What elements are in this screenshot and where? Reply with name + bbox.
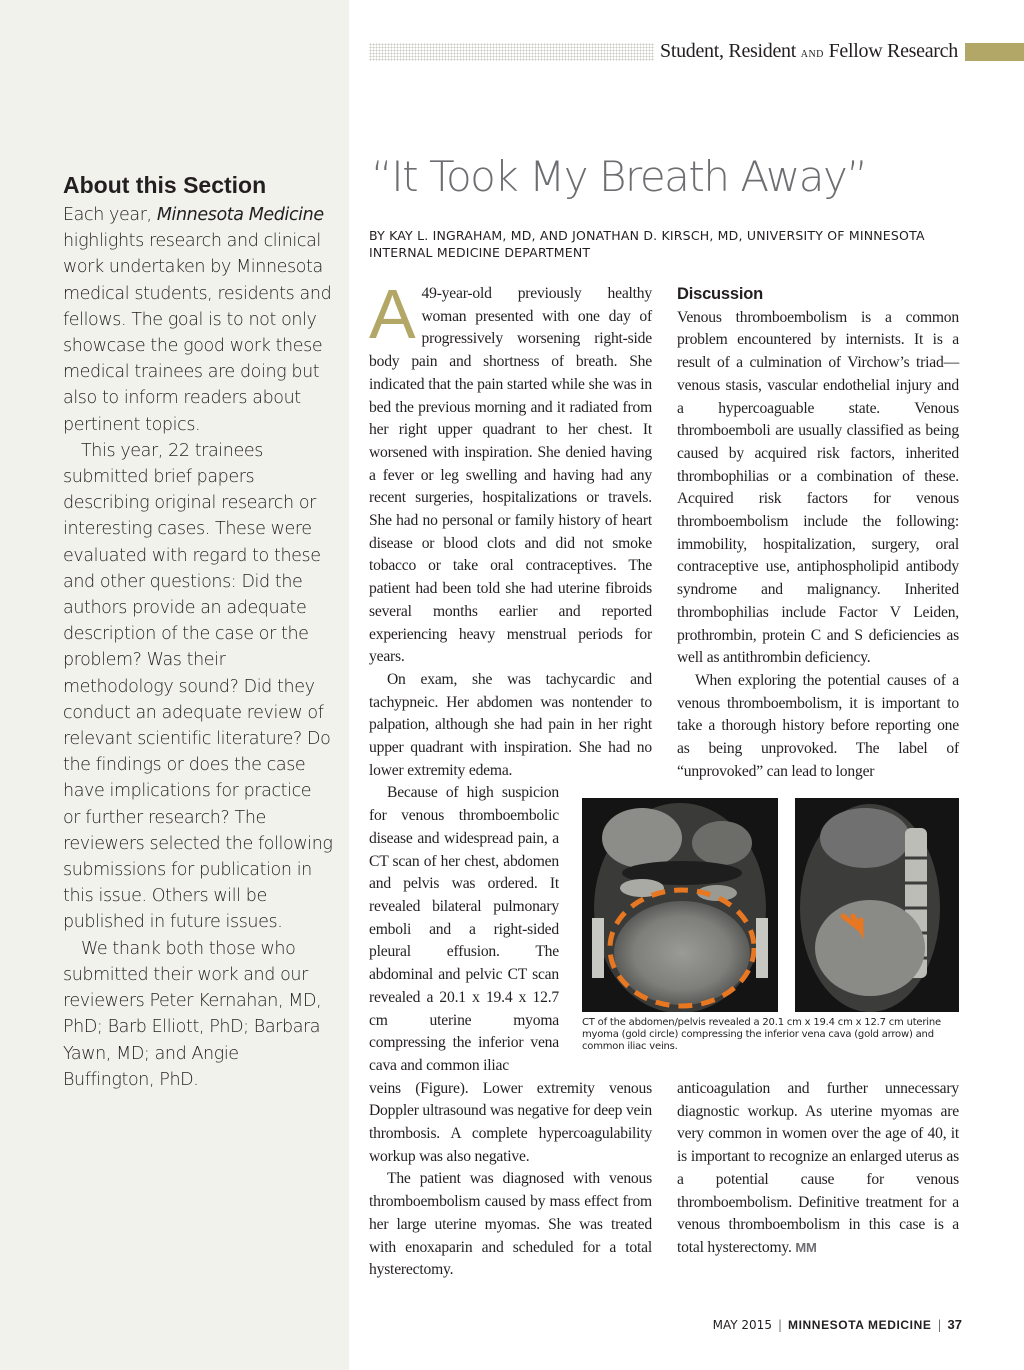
article-paragraph: Because of high suspicion for venous thromboembolic disease and widespread pain, a CT scan of her chest, abdomen and pelvis was ordered. It revealed bilateral pulmonary emboli and a right-sided pleural effusion. The abdominal and pelvic CT scan revealed a 20.1 x 19.4 x 12.7 cm uterine myoma compressing the inferior vena cava and common iliac	[369, 784, 559, 1074]
article-title: “It Took My Breath Away”	[371, 152, 867, 201]
figure-caption: CT of the abdomen/pelvis revealed a 20.1 cm x 19.4 cm x 12.7 cm uterine myoma (gold circle) compressing the inferior vena cava (gold arrow) and common iliac veins.	[582, 1017, 941, 1052]
ct-sagittal-image	[795, 798, 959, 1012]
drop-cap: A	[369, 275, 416, 353]
section-header: Student, Resident AND Fellow Research	[660, 40, 958, 62]
article-paragraph: On exam, she was tachycardic and tachypneic. Her abdomen was nontender to palpation, although she had pain in her right upper quadrant with inspiration. She had no lower extremity edema.	[369, 670, 652, 779]
ct-coronal-image	[582, 798, 778, 1012]
text-wrap-block	[369, 782, 559, 1077]
ct-sagittal-graphic	[795, 798, 959, 1012]
article-paragraph: veins (Figure). Lower extremity venous Doppler ultrasound was negative for deep vein thrombosis. A complete hypercoagulability workup was also negative.	[369, 1079, 652, 1165]
article-paragraph: anticoagulation and further unnecessary diagnostic workup. As uterine myomas are very common in women over the age of 40, it is important to recognize an enlarged uterus as a potential cause for venous thromboembolism. Definitive treatment for a venous thromboembolism in this case is a total hysterectomy. MM	[677, 1080, 959, 1256]
header-dot-pattern	[369, 43, 654, 61]
page-number: 37	[947, 1317, 962, 1332]
about-paragraph: Each year, Minnesota Medicine highlights research and clinical work undertaken by Minnesota medical students, residents and fellows. The goal is to not only showcase the good work these medical trainees are doing but also to inform readers about pertinent topics.	[63, 205, 332, 435]
about-paragraph: This year, 22 trainees submitted brief papers describing original research or interesting cases. These were evaluated with regard to these and other questions: Did the authors provide an adequate description of the case or the problem? Was their methodology sound? Did they conduct an adequate review of relevant scientific literature? Do the findings or does the case have implications for practice or further research? The reviewers selected the following submissions for publication in this issue. Others will be published in future issues.	[63, 440, 333, 933]
article-paragraph: Venous thromboembolism is a common problem encountered by internists. It is a result of a culmination of Virchow’s triad—venous stasis, vascular endothelial injury and a hypercoaguable state. Venous thromboemboli are usually classified as being caused by acquired risk factors, inherited thrombophilias or a combination of these. Acquired risk factors for venous thromboembolism include the following: immobility, hospitalization, surgery, oral contraceptive use, antiphospholipid antibody syndrome and malignancy. Inherited thrombophilias include Factor V Leiden, prothrombin, protein C and S deficiencies as well as antithrombin deficiency.	[677, 308, 959, 667]
article-column-left	[369, 275, 652, 1282]
issue-date: MAY 2015	[712, 1318, 772, 1332]
discussion-heading: Discussion	[677, 285, 764, 303]
about-section-heading: About this Section	[63, 172, 267, 198]
article-paragraph: The patient was diagnosed with venous thromboembolism caused by mass effect from her large uterine myomas. She was treated with enoxaparin and scheduled for a total hysterectomy.	[369, 1170, 652, 1279]
article-paragraph: When exploring the potential causes of a venous thromboembolism, it is important to take a thorough history before reporting one as being unprovoked. The label of “unprovoked” can lead to longer	[677, 671, 959, 780]
magazine-name: MINNESOTA MEDICINE	[788, 1318, 932, 1332]
about-section-text	[63, 202, 333, 1093]
about-paragraph: We thank both those who submitted their work and our reviewers Peter Kernahan, MD, PhD; Barb Elliott, PhD; Barbara Yawn, MD; and Angie Buffington, PhD.	[63, 938, 322, 1090]
ct-coronal-graphic	[582, 798, 778, 1012]
article-paragraph: A 49-year-old previously healthy woman presented with one day of progressively worsening right-side body pain and shortness of breath. She indicated that the pain started while she was in bed the previous morning and it radiated from her right upper quadrant to her chest. It worsened with inspiration. She denied having a fever or leg swelling and having had any recent surgeries, hospitalizations or travels. She had no personal or family history of heart disease or blood clots and did not smoke tobacco or take oral contraceptives. The patient had been told she had uterine fibroids several months earlier and reported experiencing heavy menstrual periods for years.	[369, 275, 652, 666]
page-footer: MAY 2015 | MINNESOTA MEDICINE | 37	[712, 1317, 962, 1332]
article-byline: BY KAY L. INGRAHAM, MD, AND JONATHAN D. KIRSCH, MD, UNIVERSITY OF MINNESOTA INTERNAL MEDICINE DEPARTMENT	[369, 228, 925, 260]
article-column-right-continued	[677, 1078, 959, 1260]
header-accent-bar	[965, 43, 1024, 61]
end-mark: MM	[795, 1239, 817, 1255]
article-column-right	[677, 283, 959, 783]
